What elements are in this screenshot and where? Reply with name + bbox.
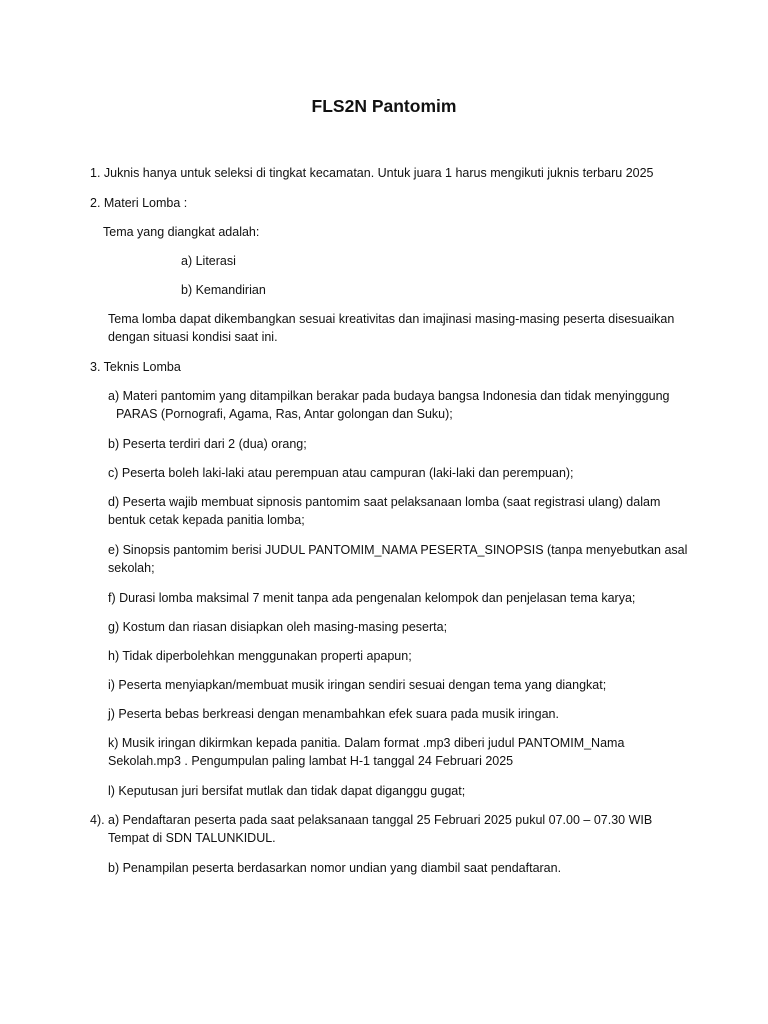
- teknis-d-line-1: d) Peserta wajib membuat sipnosis pantomim saat pelaksanaan lomba (saat registrasi ulang) dalam: [108, 495, 661, 509]
- teknis-e-line-2: sekolah;: [108, 561, 155, 575]
- teknis-i: i) Peserta menyiapkan/membuat musik iringan sendiri sesuai dengan tema yang diangkat;: [108, 678, 607, 692]
- item-4-b: b) Penampilan peserta berdasarkan nomor undian yang diambil saat pendaftaran.: [108, 861, 562, 875]
- item-4-a: [90, 811, 652, 847]
- document-title: FLS2N Pantomim: [311, 96, 457, 116]
- tema-description-line-1: Tema lomba dapat dikembangkan sesuai kreativitas dan imajinasi masing-masing peserta disesuaikan: [108, 312, 675, 326]
- teknis-a-line-1: a) Materi pantomim yang ditampilkan berakar pada budaya bangsa Indonesia dan tidak menyinggung: [108, 389, 670, 403]
- teknis-e-line-1: e) Sinopsis pantomim berisi JUDUL PANTOMIM_NAMA PESERTA_SINOPSIS (tanpa menyebutkan asal: [108, 543, 688, 557]
- teknis-c: c) Peserta boleh laki-laki atau perempuan atau campuran (laki-laki dan perempuan);: [108, 466, 574, 480]
- teknis-a-line-2: PARAS (Pornografi, Agama, Ras, Antar golongan dan Suku);: [116, 407, 453, 421]
- teknis-k-line-1: k) Musik iringan dikirmkan kepada panitia. Dalam format .mp3 diberi judul PANTOMIM_Nama: [108, 736, 625, 750]
- teknis-f: f) Durasi lomba maksimal 7 menit tanpa ada pengenalan kelompok dan penjelasan tema karya;: [108, 591, 636, 605]
- item-4-a-line-2: Tempat di SDN TALUNKIDUL.: [108, 831, 276, 845]
- teknis-b: b) Peserta terdiri dari 2 (dua) orang;: [108, 437, 307, 451]
- teknis-h: h) Tidak diperbolehkan menggunakan properti apapun;: [108, 649, 412, 663]
- teknis-e: [108, 541, 687, 577]
- teknis-d-line-2: bentuk cetak kepada panitia lomba;: [108, 513, 305, 527]
- item-2-heading: 2. Materi Lomba :: [90, 196, 188, 210]
- teknis-l: l) Keputusan juri bersifat mutlak dan tidak dapat diganggu gugat;: [108, 784, 466, 798]
- teknis-a: [108, 387, 669, 423]
- tema-a: a) Literasi: [181, 254, 236, 268]
- item-1: 1. Juknis hanya untuk seleksi di tingkat kecamatan. Untuk juara 1 harus mengikuti juknis terbaru 2025: [90, 166, 654, 180]
- teknis-k: [108, 734, 624, 770]
- tema-b: b) Kemandirian: [181, 283, 266, 297]
- teknis-g: g) Kostum dan riasan disiapkan oleh masing-masing peserta;: [108, 620, 448, 634]
- item-4-a-line-1: 4). a) Pendaftaran peserta pada saat pelaksanaan tanggal 25 Februari 2025 pukul 07.00 – 07.30 WIB: [90, 813, 653, 827]
- teknis-j: j) Peserta bebas berkreasi dengan menambahkan efek suara pada musik iringan.: [108, 707, 559, 721]
- tema-description-line-2: dengan situasi kondisi saat ini.: [108, 330, 278, 344]
- tema-description: [108, 310, 674, 346]
- item-3-heading: 3. Teknis Lomba: [90, 360, 181, 374]
- teknis-k-line-2: Sekolah.mp3 . Pengumpulan paling lambat H-1 tanggal 24 Februari 2025: [108, 754, 514, 768]
- teknis-d: [108, 493, 660, 529]
- tema-intro: Tema yang diangkat adalah:: [103, 225, 260, 239]
